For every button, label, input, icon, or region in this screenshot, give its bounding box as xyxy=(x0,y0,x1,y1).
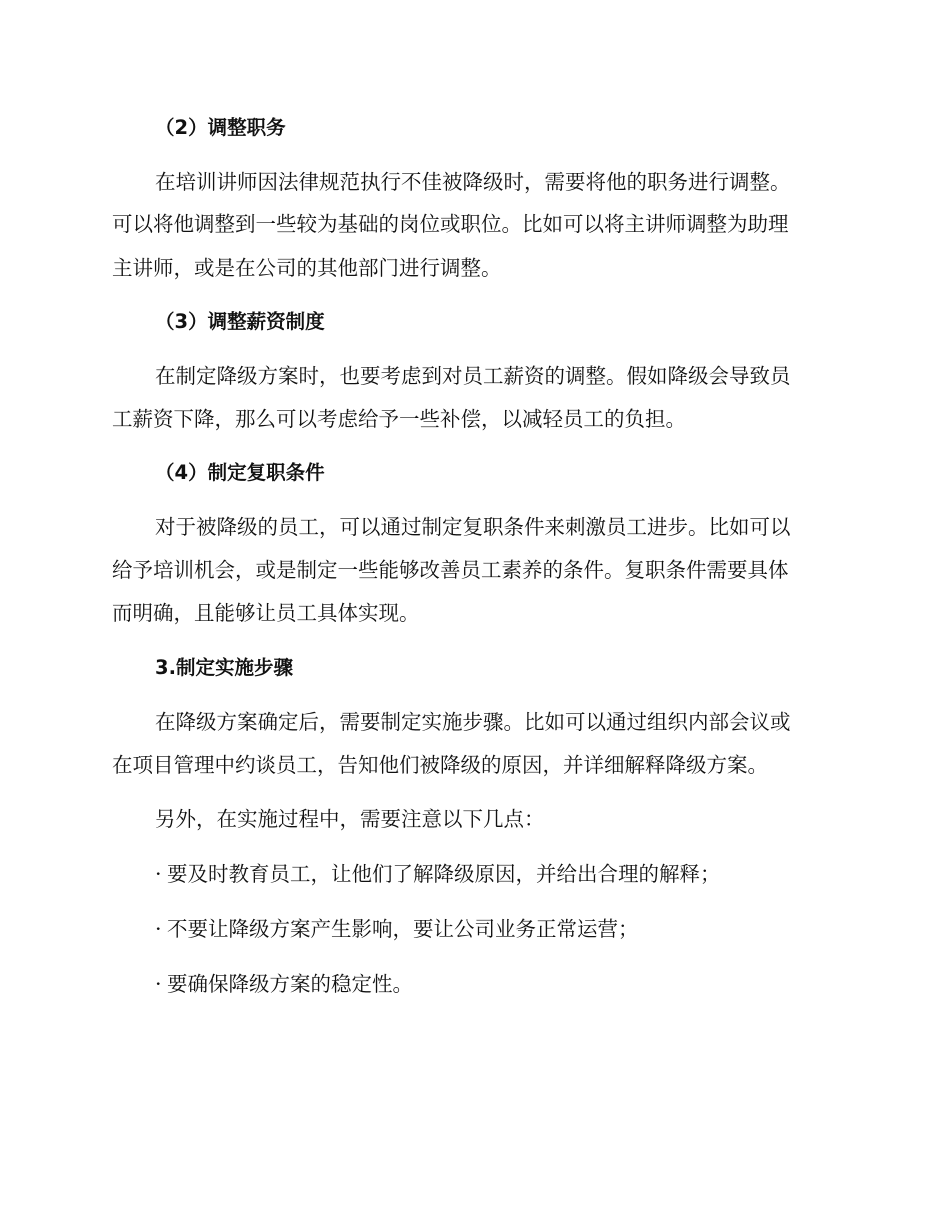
bullet-dot: · xyxy=(155,917,162,941)
paragraph-line: 工薪资下降，那么可以考虑给予一些补偿，以减轻员工的负担。 xyxy=(112,407,686,431)
section-heading-adjust-position: （2）调整职务 xyxy=(155,116,286,139)
bullet-item xyxy=(155,915,885,943)
paragraph-line: 对于被降级的员工，可以通过制定复职条件来刺激员工进步。比如可以 xyxy=(155,515,791,539)
bullet-item xyxy=(155,970,885,998)
paragraph-line: 在项目管理中约谈员工，告知他们被降级的原因，并详细解释降级方案。 xyxy=(112,753,768,777)
section-heading-reinstatement: （4）制定复职条件 xyxy=(155,461,325,484)
bullet-text: 要及时教育员工，让他们了解降级原因，并给出合理的解释； xyxy=(167,862,721,886)
paragraph-line: 在培训讲师因法律规范执行不佳被降级时，需要将他的职务进行调整。 xyxy=(155,170,791,194)
section-heading-adjust-salary: （3）调整薪资制度 xyxy=(155,310,325,333)
paragraph-line: 可以将他调整到一些较为基础的岗位或职位。比如可以将主讲师调整为助理 xyxy=(112,212,789,236)
bullet-text: 要确保降级方案的稳定性。 xyxy=(167,972,413,996)
paragraph-line: 主讲师，或是在公司的其他部门进行调整。 xyxy=(112,256,502,280)
bullet-text: 不要让降级方案产生影响，要让公司业务正常运营； xyxy=(167,917,639,941)
paragraph-line: 给予培训机会，或是制定一些能够改善员工素养的条件。复职条件需要具体 xyxy=(112,558,789,582)
section-heading-implementation-steps: 3.制定实施步骤 xyxy=(155,656,293,679)
paragraph-line: 而明确，且能够让员工具体实现。 xyxy=(112,601,420,625)
paragraph-line: 在制定降级方案时，也要考虑到对员工薪资的调整。假如降级会导致员 xyxy=(155,364,791,388)
bullet-dot: · xyxy=(155,972,162,996)
bullet-dot: · xyxy=(155,862,162,886)
notes-intro: 另外，在实施过程中，需要注意以下几点： xyxy=(155,807,545,831)
paragraph-line: 在降级方案确定后，需要制定实施步骤。比如可以通过组织内部会议或 xyxy=(155,710,791,734)
bullet-item xyxy=(155,860,885,888)
